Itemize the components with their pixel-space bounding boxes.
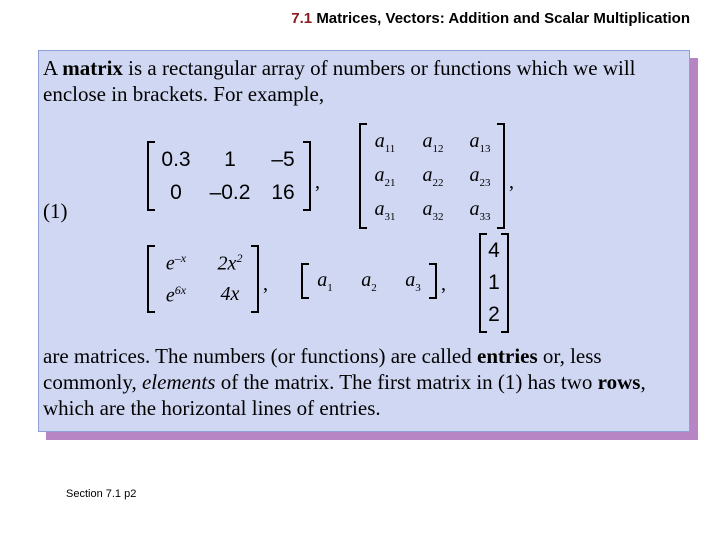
entry-superscript: –x bbox=[174, 250, 187, 265]
entry-base: a bbox=[469, 197, 480, 220]
matrix-entry bbox=[457, 164, 503, 189]
entry-subscript: 21 bbox=[384, 176, 396, 189]
matrix-entry bbox=[203, 283, 257, 308]
entry-subscript: 23 bbox=[479, 176, 491, 189]
matrix-general-3x3 bbox=[359, 125, 505, 227]
matrix-entry bbox=[409, 164, 457, 189]
matrix-entry bbox=[409, 198, 457, 223]
term-matrix: matrix bbox=[62, 56, 123, 80]
matrix-separator: , bbox=[509, 171, 514, 193]
entry-subscript: 13 bbox=[479, 142, 491, 155]
term-rows: rows bbox=[597, 370, 641, 394]
matrix-separator: , bbox=[263, 273, 268, 295]
matrix-entry bbox=[457, 198, 503, 223]
entry-subscript: 32 bbox=[432, 210, 444, 223]
entry-base: a bbox=[374, 129, 385, 152]
matrix-entry bbox=[203, 251, 257, 276]
footer-label: Section 7.1 p2 bbox=[66, 488, 137, 500]
title-text: Matrices, Vectors: Addition and Scalar Multiplication bbox=[316, 10, 690, 27]
intro-text: A bbox=[43, 56, 63, 80]
entry-superscript: 6x bbox=[174, 282, 187, 297]
matrix-entry bbox=[303, 269, 347, 294]
entry-base: e bbox=[165, 252, 175, 275]
matrix-entry: 2 bbox=[488, 303, 500, 326]
outro-text-1: are matrices. The numbers (or functions) are called bbox=[43, 344, 478, 368]
entry-base: a bbox=[469, 129, 480, 152]
entry-subscript: 1 bbox=[327, 281, 333, 294]
outro-paragraph bbox=[43, 343, 689, 421]
matrix-entry bbox=[347, 269, 391, 294]
matrix-entry: 1 bbox=[224, 147, 236, 171]
entry-subscript: 31 bbox=[384, 210, 396, 223]
slide-title bbox=[0, 10, 690, 27]
matrix-entry: –0.2 bbox=[209, 180, 251, 204]
entry-base: a bbox=[422, 163, 433, 186]
entry-subscript: 22 bbox=[432, 176, 444, 189]
equation-label: (1) bbox=[43, 199, 68, 223]
entry-base: e bbox=[165, 284, 175, 307]
matrix-entry bbox=[149, 283, 203, 308]
content-panel bbox=[38, 50, 690, 432]
column-vector bbox=[479, 235, 509, 331]
intro-paragraph bbox=[43, 55, 689, 107]
entry-base: a bbox=[374, 197, 385, 220]
matrix-entry bbox=[409, 130, 457, 155]
matrix-functions-2x2 bbox=[147, 247, 259, 311]
matrix-entry: 1 bbox=[488, 271, 500, 294]
row-vector bbox=[301, 265, 437, 297]
matrix-entry bbox=[361, 130, 409, 155]
entry-subscript: 2 bbox=[371, 281, 377, 294]
outro-text-3: of the matrix. The first matrix in (1) has two bbox=[215, 370, 598, 394]
entry-base: a bbox=[405, 268, 416, 291]
matrix-entry bbox=[361, 164, 409, 189]
entry-base: a bbox=[422, 197, 433, 220]
matrix-entry: 4 bbox=[488, 239, 500, 262]
term-elements: elements bbox=[141, 370, 216, 394]
entry-base: a bbox=[422, 129, 433, 152]
matrix-entry: 16 bbox=[271, 180, 295, 204]
matrix-entry bbox=[391, 269, 435, 294]
term-entries: entries bbox=[477, 344, 538, 368]
entry-base: a bbox=[469, 163, 480, 186]
entry-subscript: 12 bbox=[432, 142, 444, 155]
outro-text-2: or, less commonly, bbox=[43, 344, 602, 394]
entry-base: 4x bbox=[220, 282, 240, 305]
entry-base: a bbox=[317, 268, 328, 291]
matrix-numeric-2x3 bbox=[147, 143, 311, 209]
matrix-separator: , bbox=[315, 171, 320, 193]
section-number: 7.1 bbox=[291, 10, 313, 27]
matrix-entry: 0 bbox=[170, 180, 182, 204]
outro-text-4: , which are the horizontal lines of entries. bbox=[43, 370, 646, 420]
matrix-entry: –5 bbox=[271, 147, 295, 171]
entry-subscript: 33 bbox=[479, 210, 491, 223]
entry-subscript: 3 bbox=[415, 281, 421, 294]
entry-base: a bbox=[361, 268, 372, 291]
matrix-entry bbox=[361, 198, 409, 223]
matrix-separator: , bbox=[441, 273, 446, 295]
matrix-entry bbox=[149, 251, 203, 276]
entry-superscript: 2 bbox=[236, 250, 243, 265]
matrix-entry: 0.3 bbox=[161, 147, 191, 171]
entry-base: 2x bbox=[217, 252, 237, 275]
entry-base: a bbox=[374, 163, 385, 186]
intro-text-rest: is a rectangular array of numbers or functions which we will enclose in brackets. For example, bbox=[43, 56, 636, 106]
matrix-entry bbox=[457, 130, 503, 155]
entry-subscript: 11 bbox=[384, 142, 396, 155]
